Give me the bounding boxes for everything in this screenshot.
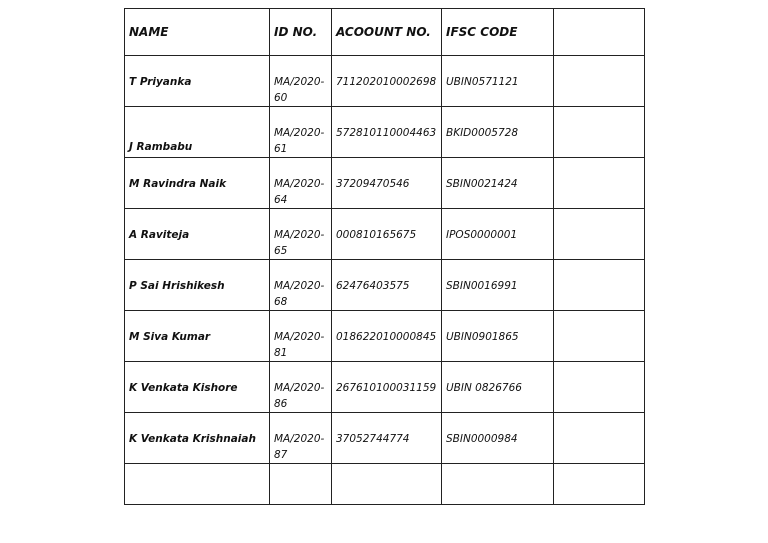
cell-id: MA/2020-87 xyxy=(270,413,332,464)
cell-name: K Venkata Kishore xyxy=(125,362,270,413)
cell-ifsc: IPOS0000001 xyxy=(442,209,554,260)
cell-ifsc: SBIN0016991 xyxy=(442,260,554,311)
cell-id: MA/2020-60 xyxy=(270,56,332,107)
table-row xyxy=(125,107,645,158)
header-id: ID NO. xyxy=(270,9,332,56)
cell-id: MA/2020-68 xyxy=(270,260,332,311)
cell-account: 572810110004463 xyxy=(332,107,442,158)
cell-account: 711202010002698 xyxy=(332,56,442,107)
cell-extra xyxy=(554,56,645,107)
table-row xyxy=(125,260,645,311)
cell-account: 018622010000845 xyxy=(332,311,442,362)
cell-account: 37209470546 xyxy=(332,158,442,209)
cell-id: MA/2020-61 xyxy=(270,107,332,158)
table-row-empty xyxy=(125,464,645,505)
cell-name xyxy=(125,464,270,505)
cell-extra xyxy=(554,311,645,362)
cell-name: M Siva Kumar xyxy=(125,311,270,362)
cell-name: M Ravindra Naik xyxy=(125,158,270,209)
cell-name: A Raviteja xyxy=(125,209,270,260)
cell-account: 62476403575 xyxy=(332,260,442,311)
cell-id: MA/2020-86 xyxy=(270,362,332,413)
header-account: ACOOUNT NO. xyxy=(332,9,442,56)
cell-ifsc: UBIN0571121 xyxy=(442,56,554,107)
cell-account: 37052744774 xyxy=(332,413,442,464)
cell-ifsc xyxy=(442,464,554,505)
header-ifsc: IFSC CODE xyxy=(442,9,554,56)
cell-extra xyxy=(554,362,645,413)
cell-extra xyxy=(554,413,645,464)
table-row xyxy=(125,158,645,209)
table-row xyxy=(125,311,645,362)
cell-id: MA/2020-64 xyxy=(270,158,332,209)
cell-ifsc: BKID0005728 xyxy=(442,107,554,158)
table-row xyxy=(125,209,645,260)
cell-id: MA/2020-65 xyxy=(270,209,332,260)
cell-name: J Rambabu xyxy=(125,107,270,158)
cell-extra xyxy=(554,158,645,209)
cell-extra xyxy=(554,209,645,260)
header-name: NAME xyxy=(125,9,270,56)
cell-ifsc: SBIN0000984 xyxy=(442,413,554,464)
cell-account: 267610100031159 xyxy=(332,362,442,413)
cell-name: T Priyanka xyxy=(125,56,270,107)
cell-id xyxy=(270,464,332,505)
header-row xyxy=(125,9,645,56)
cell-id: MA/2020-81 xyxy=(270,311,332,362)
cell-ifsc: UBIN0901865 xyxy=(442,311,554,362)
cell-extra xyxy=(554,107,645,158)
table-row xyxy=(125,362,645,413)
cell-name: P Sai Hrishikesh xyxy=(125,260,270,311)
cell-extra xyxy=(554,260,645,311)
table-row xyxy=(125,413,645,464)
cell-ifsc: SBIN0021424 xyxy=(442,158,554,209)
table-row xyxy=(125,56,645,107)
cell-name: K Venkata Krishnaiah xyxy=(125,413,270,464)
cell-extra xyxy=(554,464,645,505)
cell-account xyxy=(332,464,442,505)
header-extra xyxy=(554,9,645,56)
bank-details-table xyxy=(124,8,645,505)
cell-ifsc: UBIN 0826766 xyxy=(442,362,554,413)
cell-account: 000810165675 xyxy=(332,209,442,260)
